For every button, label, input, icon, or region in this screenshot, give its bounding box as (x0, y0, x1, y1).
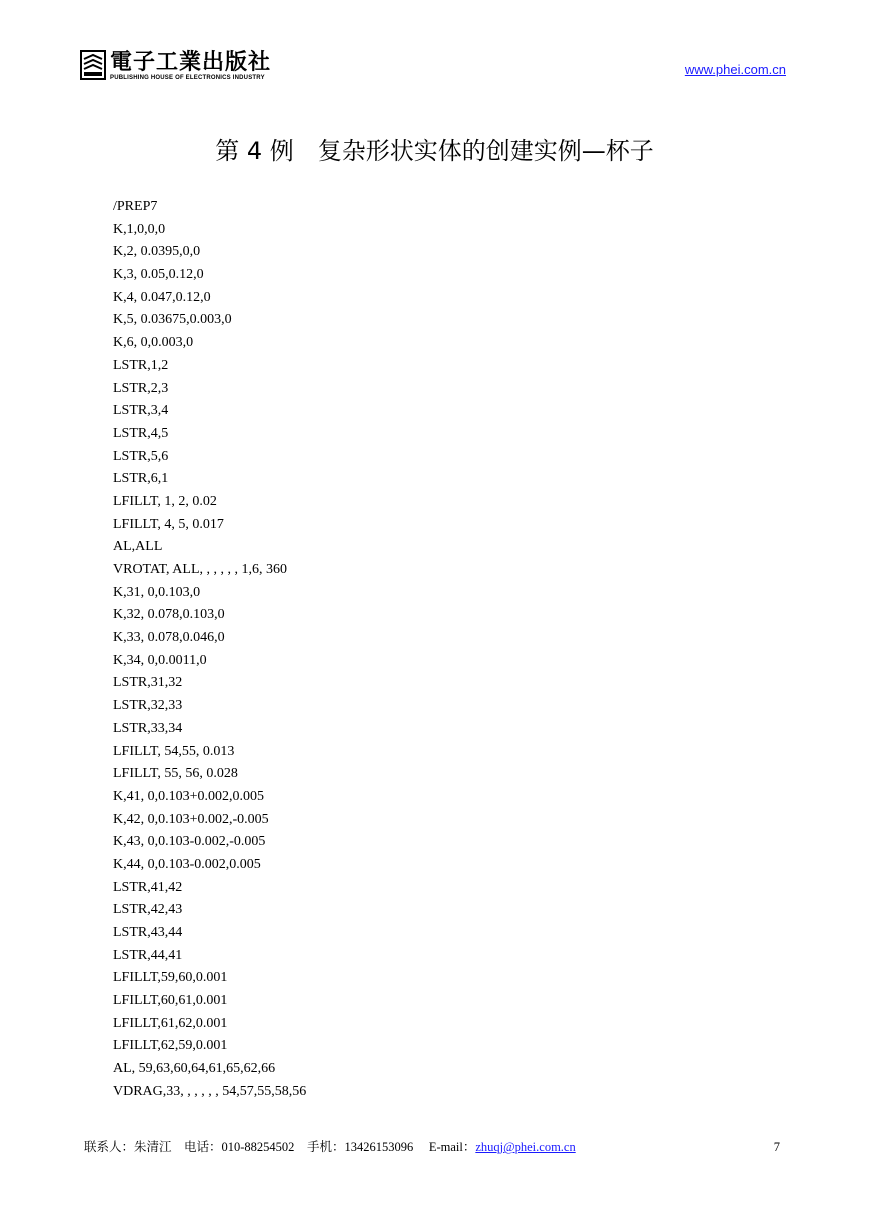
contact-email-label: E-mail： (428, 1140, 476, 1154)
code-line: LFILLT,60,61,0.001 (113, 993, 228, 1009)
code-line: LSTR,43,44 (113, 925, 183, 940)
code-line: LFILLT, 54,55, 0.013 (113, 743, 235, 759)
code-line: K,5, 0.03675,0.003,0 (113, 312, 232, 328)
code-line: K,6, 0,0.003,0 (113, 335, 194, 351)
publisher-name-en: PUBLISHING HOUSE OF ELECTRONICS INDUSTRY (110, 75, 265, 81)
code-line: LSTR,42,43 (113, 902, 183, 918)
code-line: LFILLT, 1, 2, 0.02 (113, 493, 217, 509)
book-stack-logo-icon (80, 50, 106, 80)
code-line: K,43, 0,0.103-0.002,-0.005 (113, 834, 266, 850)
command-listing (113, 196, 306, 1104)
code-line: K,4, 0.047,0.12,0 (113, 289, 211, 305)
code-line: /PREP7 (113, 199, 158, 214)
code-line: K,3, 0.05,0.12,0 (113, 267, 204, 283)
page-number: 7 (773, 1140, 780, 1154)
code-line: K,1,0,0,0 (113, 221, 166, 237)
code-line: K,42, 0,0.103+0.002,-0.005 (113, 811, 269, 827)
code-line: LSTR,1,2 (113, 357, 169, 373)
code-line: LFILLT, 4, 5, 0.017 (113, 516, 224, 532)
code-line: K,32, 0.078,0.103,0 (113, 607, 225, 623)
code-line: K,44, 0,0.103-0.002,0.005 (113, 856, 261, 872)
code-line: K,33, 0.078,0.046,0 (113, 630, 225, 646)
code-line: LFILLT,59,60,0.001 (113, 970, 228, 986)
code-line: LSTR,3,4 (113, 403, 169, 419)
code-line: AL, 59,63,60,64,61,65,62,66 (113, 1061, 276, 1077)
code-line: K,31, 0,0.103,0 (113, 584, 201, 600)
code-line: LFILLT,62,59,0.001 (113, 1038, 228, 1054)
contact-phone: 电话：010-88254502 (184, 1140, 295, 1154)
code-line: LSTR,2,3 (113, 380, 169, 396)
code-line: LSTR,44,41 (113, 947, 183, 963)
code-line: K,34, 0,0.0011,0 (113, 652, 207, 668)
code-line: LSTR,5,6 (113, 448, 169, 464)
code-line: K,2, 0.0395,0,0 (113, 244, 201, 260)
publisher-name-cn: 電子工業出版社 (110, 49, 272, 75)
contact-mobile: 手机：13426153096 (306, 1140, 414, 1154)
code-line: LSTR,31,32 (113, 675, 183, 691)
code-line: LSTR,41,42 (113, 879, 183, 895)
page-header (80, 50, 786, 90)
code-line: LFILLT,61,62,0.001 (113, 1015, 228, 1031)
contact-person: 联系人：朱清江 (84, 1140, 172, 1154)
code-line: LSTR,6,1 (113, 471, 169, 487)
code-line: VDRAG,33, , , , , , 54,57,55,58,56 (113, 1083, 307, 1099)
code-line: LSTR,33,34 (113, 720, 183, 736)
code-line: VROTAT, ALL, , , , , , 1,6, 360 (113, 562, 288, 577)
publisher-logo (80, 50, 271, 86)
contact-email-link[interactable]: zhuqj@phei.com.cn (475, 1140, 576, 1154)
code-line: LFILLT, 55, 56, 0.028 (113, 766, 238, 782)
footer-contact-info (84, 1138, 576, 1156)
code-line: AL,ALL (113, 539, 163, 555)
code-line: LSTR,32,33 (113, 698, 183, 714)
page-footer (84, 1138, 780, 1158)
code-line: LSTR,4,5 (113, 425, 169, 441)
page-title: 第 4 例 复杂形状实体的创建实例—杯子 (215, 137, 654, 165)
website-link[interactable]: www.phei.com.cn (684, 62, 786, 77)
code-line: K,41, 0,0.103+0.002,0.005 (113, 788, 265, 804)
